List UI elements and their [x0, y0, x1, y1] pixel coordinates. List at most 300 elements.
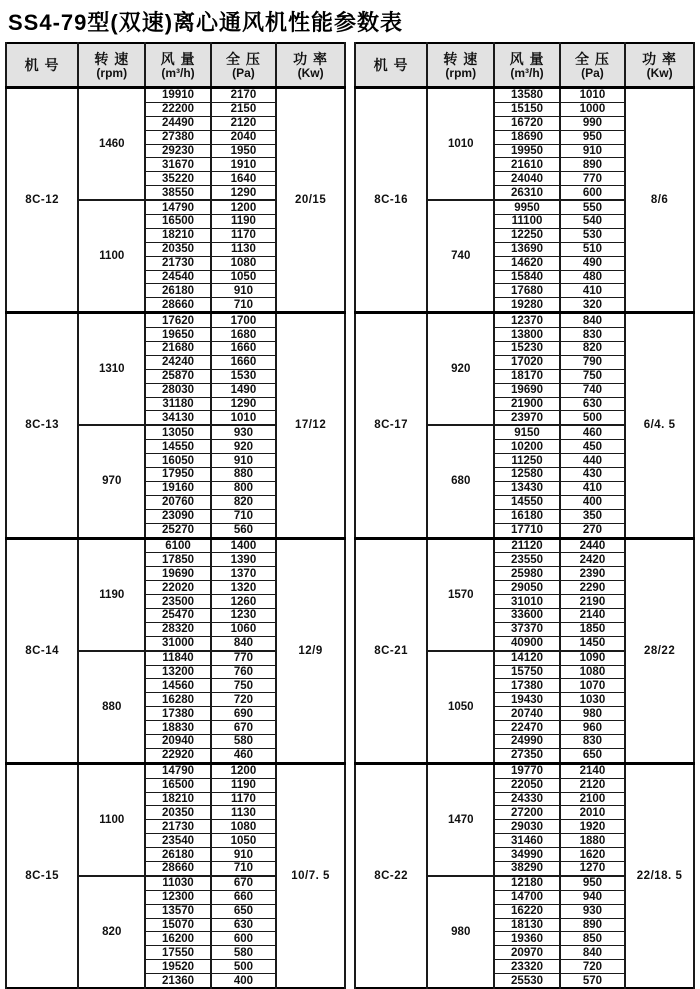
header-model: 机 号: [355, 43, 427, 88]
pressure-cell: 350: [560, 509, 625, 523]
pressure-cell: 1700: [211, 313, 276, 328]
pressure-cell: 950: [560, 130, 625, 144]
pressure-cell: 550: [560, 200, 625, 214]
pressure-cell: 800: [211, 481, 276, 495]
airflow-cell: 17620: [145, 313, 210, 328]
airflow-cell: 23540: [145, 834, 210, 848]
airflow-cell: 29030: [494, 820, 559, 834]
pressure-cell: 1880: [560, 834, 625, 848]
pressure-cell: 1290: [211, 397, 276, 411]
pressure-cell: 1070: [560, 679, 625, 693]
pressure-cell: 1080: [211, 820, 276, 834]
pressure-cell: 2140: [560, 763, 625, 778]
airflow-cell: 18210: [145, 792, 210, 806]
pressure-cell: 840: [560, 313, 625, 328]
airflow-cell: 23500: [145, 595, 210, 609]
speed-cell: 680: [427, 425, 494, 538]
power-cell: 20/15: [276, 88, 345, 313]
pressure-cell: 1950: [211, 144, 276, 158]
airflow-cell: 22050: [494, 778, 559, 792]
pressure-cell: 1230: [211, 608, 276, 622]
model-cell: 8C-12: [6, 88, 78, 313]
power-cell: 28/22: [625, 538, 694, 763]
airflow-cell: 24540: [145, 270, 210, 284]
speed-cell: 1050: [427, 651, 494, 764]
pressure-cell: 400: [560, 495, 625, 509]
airflow-cell: 21360: [145, 974, 210, 988]
pressure-cell: 600: [211, 932, 276, 946]
airflow-cell: 28660: [145, 861, 210, 875]
header-pressure: 全 压 (Pa): [211, 43, 276, 88]
airflow-cell: 16200: [145, 932, 210, 946]
performance-table-left: [5, 42, 346, 989]
pressure-cell: 580: [211, 734, 276, 748]
pressure-cell: 490: [560, 256, 625, 270]
airflow-cell: 14550: [145, 440, 210, 454]
airflow-cell: 23970: [494, 411, 559, 425]
speed-cell: 740: [427, 200, 494, 313]
pressure-cell: 790: [560, 355, 625, 369]
power-cell: 10/7. 5: [276, 763, 345, 988]
airflow-cell: 15750: [494, 665, 559, 679]
pressure-cell: 1920: [560, 820, 625, 834]
pressure-cell: 880: [211, 468, 276, 482]
pressure-cell: 710: [211, 861, 276, 875]
airflow-cell: 6100: [145, 538, 210, 553]
airflow-cell: 14700: [494, 890, 559, 904]
airflow-cell: 18130: [494, 918, 559, 932]
pressure-cell: 1660: [211, 342, 276, 356]
pressure-cell: 980: [560, 707, 625, 721]
pressure-cell: 500: [211, 960, 276, 974]
tables-container: [0, 42, 700, 989]
airflow-cell: 38290: [494, 861, 559, 875]
airflow-cell: 28660: [145, 298, 210, 313]
airflow-cell: 14550: [494, 495, 559, 509]
speed-cell: 980: [427, 876, 494, 988]
pressure-cell: 930: [211, 425, 276, 439]
pressure-cell: 820: [560, 342, 625, 356]
airflow-cell: 22920: [145, 748, 210, 763]
pressure-cell: 2150: [211, 102, 276, 116]
pressure-cell: 500: [560, 411, 625, 425]
pressure-cell: 840: [560, 946, 625, 960]
pressure-cell: 270: [560, 523, 625, 538]
airflow-cell: 19770: [494, 763, 559, 778]
airflow-cell: 34130: [145, 411, 210, 425]
pressure-cell: 400: [211, 974, 276, 988]
pressure-cell: 950: [560, 876, 625, 890]
airflow-cell: 11250: [494, 454, 559, 468]
pressure-cell: 510: [560, 242, 625, 256]
airflow-cell: 11100: [494, 215, 559, 229]
airflow-cell: 28320: [145, 622, 210, 636]
airflow-cell: 21730: [145, 820, 210, 834]
pressure-cell: 830: [560, 734, 625, 748]
airflow-cell: 24330: [494, 792, 559, 806]
airflow-cell: 19280: [494, 298, 559, 313]
pressure-cell: 440: [560, 454, 625, 468]
pressure-cell: 1190: [211, 215, 276, 229]
airflow-cell: 25470: [145, 608, 210, 622]
airflow-cell: 25270: [145, 523, 210, 538]
pressure-cell: 1490: [211, 383, 276, 397]
airflow-cell: 31180: [145, 397, 210, 411]
pressure-cell: 910: [211, 284, 276, 298]
pressure-cell: 1660: [211, 355, 276, 369]
pressure-cell: 770: [211, 651, 276, 665]
airflow-cell: 14790: [145, 763, 210, 778]
header-pressure: 全 压 (Pa): [560, 43, 625, 88]
pressure-cell: 1400: [211, 538, 276, 553]
pressure-cell: 990: [560, 116, 625, 130]
pressure-cell: 2190: [560, 595, 625, 609]
pressure-cell: 710: [211, 509, 276, 523]
airflow-cell: 19650: [145, 328, 210, 342]
table-row: [355, 313, 694, 328]
pressure-cell: 430: [560, 468, 625, 482]
airflow-cell: 15230: [494, 342, 559, 356]
airflow-cell: 19910: [145, 88, 210, 103]
airflow-cell: 18210: [145, 228, 210, 242]
table-row: [6, 538, 345, 553]
pressure-cell: 1130: [211, 242, 276, 256]
airflow-cell: 18690: [494, 130, 559, 144]
model-cell: 8C-13: [6, 313, 78, 538]
power-cell: 8/6: [625, 88, 694, 313]
airflow-cell: 11840: [145, 651, 210, 665]
pressure-cell: 690: [211, 707, 276, 721]
pressure-cell: 750: [560, 369, 625, 383]
pressure-cell: 720: [560, 960, 625, 974]
airflow-cell: 15150: [494, 102, 559, 116]
page-title: SS4-79型(双速)离心通风机性能参数表: [8, 10, 404, 35]
airflow-cell: 19690: [494, 383, 559, 397]
pressure-cell: 940: [560, 890, 625, 904]
table-row: [355, 88, 694, 103]
airflow-cell: 26310: [494, 186, 559, 200]
airflow-cell: 16220: [494, 904, 559, 918]
pressure-cell: 850: [560, 932, 625, 946]
airflow-cell: 17710: [494, 523, 559, 538]
airflow-cell: 25530: [494, 974, 559, 988]
model-cell: 8C-14: [6, 538, 78, 763]
speed-cell: 1470: [427, 763, 494, 876]
airflow-cell: 40900: [494, 636, 559, 650]
pressure-cell: 840: [211, 636, 276, 650]
airflow-cell: 17680: [494, 284, 559, 298]
airflow-cell: 9150: [494, 425, 559, 439]
airflow-cell: 24040: [494, 172, 559, 186]
pressure-cell: 410: [560, 284, 625, 298]
airflow-cell: 21680: [145, 342, 210, 356]
pressure-cell: 720: [211, 693, 276, 707]
pressure-cell: 1200: [211, 200, 276, 214]
pressure-cell: 830: [560, 328, 625, 342]
speed-cell: 1010: [427, 88, 494, 201]
pressure-cell: 910: [211, 848, 276, 862]
pressure-cell: 650: [211, 904, 276, 918]
speed-cell: 1190: [78, 538, 145, 651]
airflow-cell: 16180: [494, 509, 559, 523]
pressure-cell: 1080: [211, 256, 276, 270]
airflow-cell: 21120: [494, 538, 559, 553]
airflow-cell: 27350: [494, 748, 559, 763]
airflow-cell: 31670: [145, 158, 210, 172]
airflow-cell: 19950: [494, 144, 559, 158]
airflow-cell: 13800: [494, 328, 559, 342]
airflow-cell: 27200: [494, 806, 559, 820]
airflow-cell: 22020: [145, 581, 210, 595]
table-row: [6, 88, 345, 103]
power-cell: 6/4. 5: [625, 313, 694, 538]
airflow-cell: 28030: [145, 383, 210, 397]
pressure-cell: 660: [211, 890, 276, 904]
airflow-cell: 26180: [145, 284, 210, 298]
airflow-cell: 22200: [145, 102, 210, 116]
airflow-cell: 21900: [494, 397, 559, 411]
pressure-cell: 1450: [560, 636, 625, 650]
airflow-cell: 24990: [494, 734, 559, 748]
pressure-cell: 1050: [211, 270, 276, 284]
pressure-cell: 480: [560, 270, 625, 284]
airflow-cell: 16050: [145, 454, 210, 468]
airflow-cell: 31010: [494, 595, 559, 609]
table-row: [6, 313, 345, 328]
airflow-cell: 13580: [494, 88, 559, 103]
airflow-cell: 18830: [145, 721, 210, 735]
airflow-cell: 13050: [145, 425, 210, 439]
pressure-cell: 2120: [211, 116, 276, 130]
pressure-cell: 760: [211, 665, 276, 679]
power-cell: 12/9: [276, 538, 345, 763]
airflow-cell: 12580: [494, 468, 559, 482]
airflow-cell: 23320: [494, 960, 559, 974]
pressure-cell: 1530: [211, 369, 276, 383]
header-speed: 转 速 (rpm): [427, 43, 494, 88]
pressure-cell: 320: [560, 298, 625, 313]
airflow-cell: 20350: [145, 806, 210, 820]
airflow-cell: 15070: [145, 918, 210, 932]
airflow-cell: 34990: [494, 848, 559, 862]
pressure-cell: 1910: [211, 158, 276, 172]
header-model: 机 号: [6, 43, 78, 88]
airflow-cell: 14620: [494, 256, 559, 270]
header-power: 功 率 (Kw): [276, 43, 345, 88]
pressure-cell: 630: [560, 397, 625, 411]
airflow-cell: 14560: [145, 679, 210, 693]
airflow-cell: 19360: [494, 932, 559, 946]
airflow-cell: 15840: [494, 270, 559, 284]
pressure-cell: 570: [560, 974, 625, 988]
header-row: [355, 43, 694, 88]
pressure-cell: 1170: [211, 228, 276, 242]
airflow-cell: 17850: [145, 553, 210, 567]
airflow-cell: 31000: [145, 636, 210, 650]
performance-table-right: [354, 42, 695, 989]
airflow-cell: 24240: [145, 355, 210, 369]
speed-cell: 920: [427, 313, 494, 426]
airflow-cell: 19430: [494, 693, 559, 707]
pressure-cell: 710: [211, 298, 276, 313]
airflow-cell: 13430: [494, 481, 559, 495]
airflow-cell: 38550: [145, 186, 210, 200]
airflow-cell: 13690: [494, 242, 559, 256]
speed-cell: 1100: [78, 200, 145, 313]
airflow-cell: 25980: [494, 567, 559, 581]
pressure-cell: 2100: [560, 792, 625, 806]
pressure-cell: 920: [211, 440, 276, 454]
pressure-cell: 580: [211, 946, 276, 960]
airflow-cell: 19690: [145, 567, 210, 581]
airflow-cell: 23550: [494, 553, 559, 567]
pressure-cell: 460: [211, 748, 276, 763]
airflow-cell: 10200: [494, 440, 559, 454]
airflow-cell: 35220: [145, 172, 210, 186]
airflow-cell: 23090: [145, 509, 210, 523]
pressure-cell: 2010: [560, 806, 625, 820]
pressure-cell: 2390: [560, 567, 625, 581]
header-row: [6, 43, 345, 88]
airflow-cell: 20970: [494, 946, 559, 960]
airflow-cell: 16500: [145, 778, 210, 792]
pressure-cell: 1190: [211, 778, 276, 792]
pressure-cell: 560: [211, 523, 276, 538]
pressure-cell: 600: [560, 186, 625, 200]
power-cell: 22/18. 5: [625, 763, 694, 988]
pressure-cell: 2440: [560, 538, 625, 553]
airflow-cell: 29230: [145, 144, 210, 158]
pressure-cell: 740: [560, 383, 625, 397]
airflow-cell: 25870: [145, 369, 210, 383]
model-cell: 8C-22: [355, 763, 427, 988]
pressure-cell: 1010: [560, 88, 625, 103]
pressure-cell: 1030: [560, 693, 625, 707]
airflow-cell: 33600: [494, 608, 559, 622]
pressure-cell: 930: [560, 904, 625, 918]
table-row: [355, 538, 694, 553]
pressure-cell: 1050: [211, 834, 276, 848]
pressure-cell: 1130: [211, 806, 276, 820]
airflow-cell: 17380: [145, 707, 210, 721]
pressure-cell: 2290: [560, 581, 625, 595]
speed-cell: 1460: [78, 88, 145, 201]
pressure-cell: 2420: [560, 553, 625, 567]
pressure-cell: 670: [211, 876, 276, 890]
pressure-cell: 1680: [211, 328, 276, 342]
pressure-cell: 1200: [211, 763, 276, 778]
header-airflow: 风 量 (m³/h): [494, 43, 559, 88]
airflow-cell: 20350: [145, 242, 210, 256]
airflow-cell: 26180: [145, 848, 210, 862]
airflow-cell: 31460: [494, 834, 559, 848]
speed-cell: 1570: [427, 538, 494, 651]
pressure-cell: 1370: [211, 567, 276, 581]
pressure-cell: 1000: [560, 102, 625, 116]
airflow-cell: 20740: [494, 707, 559, 721]
pressure-cell: 2140: [560, 608, 625, 622]
speed-cell: 970: [78, 425, 145, 538]
airflow-cell: 18170: [494, 369, 559, 383]
pressure-cell: 890: [560, 918, 625, 932]
airflow-cell: 12180: [494, 876, 559, 890]
airflow-cell: 12250: [494, 228, 559, 242]
airflow-cell: 12370: [494, 313, 559, 328]
pressure-cell: 540: [560, 215, 625, 229]
pressure-cell: 820: [211, 495, 276, 509]
airflow-cell: 13200: [145, 665, 210, 679]
airflow-cell: 22470: [494, 721, 559, 735]
airflow-cell: 17550: [145, 946, 210, 960]
speed-cell: 1100: [78, 763, 145, 876]
airflow-cell: 16720: [494, 116, 559, 130]
pressure-cell: 2120: [560, 778, 625, 792]
model-cell: 8C-16: [355, 88, 427, 313]
model-cell: 8C-21: [355, 538, 427, 763]
table-row: [355, 763, 694, 778]
pressure-cell: 1170: [211, 792, 276, 806]
airflow-cell: 21730: [145, 256, 210, 270]
pressure-cell: 2170: [211, 88, 276, 103]
header-speed: 转 速 (rpm): [78, 43, 145, 88]
pressure-cell: 890: [560, 158, 625, 172]
pressure-cell: 1320: [211, 581, 276, 595]
model-cell: 8C-17: [355, 313, 427, 538]
pressure-cell: 460: [560, 425, 625, 439]
pressure-cell: 650: [560, 748, 625, 763]
airflow-cell: 16280: [145, 693, 210, 707]
airflow-cell: 37370: [494, 622, 559, 636]
pressure-cell: 910: [211, 454, 276, 468]
airflow-cell: 19520: [145, 960, 210, 974]
header-airflow: 风 量 (m³/h): [145, 43, 210, 88]
pressure-cell: 2040: [211, 130, 276, 144]
pressure-cell: 1850: [560, 622, 625, 636]
pressure-cell: 1260: [211, 595, 276, 609]
pressure-cell: 1010: [211, 411, 276, 425]
airflow-cell: 27380: [145, 130, 210, 144]
airflow-cell: 11030: [145, 876, 210, 890]
model-cell: 8C-15: [6, 763, 78, 988]
airflow-cell: 24490: [145, 116, 210, 130]
airflow-cell: 13570: [145, 904, 210, 918]
airflow-cell: 16500: [145, 215, 210, 229]
airflow-cell: 17950: [145, 468, 210, 482]
airflow-cell: 9950: [494, 200, 559, 214]
pressure-cell: 450: [560, 440, 625, 454]
pressure-cell: 910: [560, 144, 625, 158]
speed-cell: 880: [78, 651, 145, 764]
pressure-cell: 1270: [560, 861, 625, 875]
header-power: 功 率 (Kw): [625, 43, 694, 88]
airflow-cell: 17020: [494, 355, 559, 369]
pressure-cell: 1080: [560, 665, 625, 679]
pressure-cell: 1640: [211, 172, 276, 186]
pressure-cell: 1060: [211, 622, 276, 636]
pressure-cell: 1390: [211, 553, 276, 567]
pressure-cell: 410: [560, 481, 625, 495]
pressure-cell: 670: [211, 721, 276, 735]
pressure-cell: 530: [560, 228, 625, 242]
pressure-cell: 770: [560, 172, 625, 186]
airflow-cell: 12300: [145, 890, 210, 904]
airflow-cell: 19160: [145, 481, 210, 495]
pressure-cell: 630: [211, 918, 276, 932]
pressure-cell: 1620: [560, 848, 625, 862]
airflow-cell: 29050: [494, 581, 559, 595]
airflow-cell: 17380: [494, 679, 559, 693]
speed-cell: 1310: [78, 313, 145, 426]
